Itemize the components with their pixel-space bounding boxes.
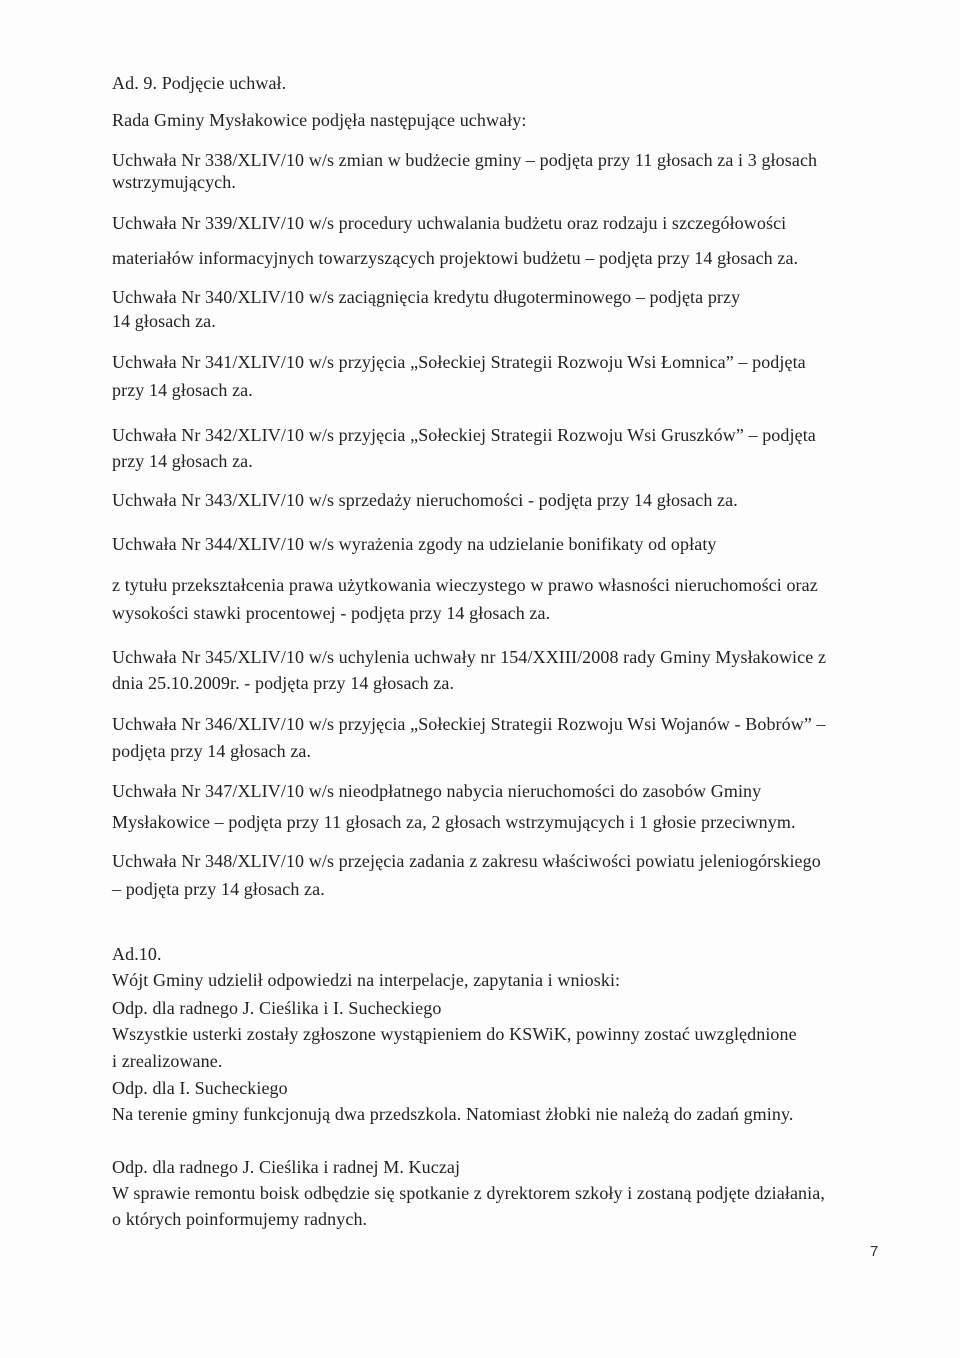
paragraph-line: Uchwała Nr 340/XLIV/10 w/s zaciągnięcia kredytu długoterminowego – podjęta przy [112,287,741,307]
paragraph-line: z tytułu przekształcenia prawa użytkowania wieczystego w prawo własności nieruchomości oraz [112,575,818,595]
paragraph-line: Wszystkie usterki zostały zgłoszone wystąpieniem do KSWiK, powinny zostać uwzględnione [112,1024,797,1044]
paragraph-line: Uchwała Nr 348/XLIV/10 w/s przejęcia zadania z zakresu właściwości powiatu jeleniogórskiego [112,851,821,871]
paragraph-line: i zrealizowane. [112,1051,223,1071]
paragraph-line: Rada Gminy Mysłakowice podjęła następujące uchwały: [112,110,527,130]
paragraph-line: Wójt Gminy udzielił odpowiedzi na interpelacje, zapytania i wnioski: [112,970,621,990]
paragraph-line: Uchwała Nr 347/XLIV/10 w/s nieodpłatnego nabycia nieruchomości do zasobów Gminy [112,781,762,801]
paragraph-line: 14 głosach za. [112,311,216,331]
paragraph-line: Uchwała Nr 338/XLIV/10 w/s zmian w budżecie gminy – podjęta przy 11 głosach za i 3 głosach [112,150,818,170]
paragraph-line: o których poinformujemy radnych. [112,1209,368,1229]
page-number: 7 [870,1243,879,1260]
paragraph-line: Odp. dla radnego J. Cieślika i I. Sucheckiego [112,998,442,1018]
paragraph-line: przy 14 głosach za. [112,380,253,400]
paragraph-line: dnia 25.10.2009r. - podjęta przy 14 głosach za. [112,673,455,693]
paragraph-line: – podjęta przy 14 głosach za. [112,879,325,899]
paragraph-line: Uchwała Nr 345/XLIV/10 w/s uchylenia uchwały nr 154/XXIII/2008 rady Gminy Mysłakowice z [112,647,827,667]
paragraph-line: podjęta przy 14 głosach za. [112,741,312,761]
paragraph-line: Odp. dla I. Sucheckiego [112,1078,288,1098]
paragraph-line: Uchwała Nr 342/XLIV/10 w/s przyjęcia „Sołeckiej Strategii Rozwoju Wsi Gruszków” – podjęta [112,425,816,445]
paragraph-line: Odp. dla radnego J. Cieślika i radnej M. Kuczaj [112,1157,461,1177]
section-heading-ad10: Ad.10. [112,944,162,964]
paragraph-line: W sprawie remontu boisk odbędzie się spotkanie z dyrektorem szkoły i zostaną podjęte działania, [112,1183,825,1203]
paragraph-line: Uchwała Nr 346/XLIV/10 w/s przyjęcia „Sołeckiej Strategii Rozwoju Wsi Wojanów - Bobrów” – [112,714,826,734]
paragraph-line: materiałów informacyjnych towarzyszących projektowi budżetu – podjęta przy 14 głosach za. [112,248,799,268]
paragraph-line: Uchwała Nr 344/XLIV/10 w/s wyrażenia zgody na udzielanie bonifikaty od opłaty [112,534,717,554]
paragraph-line: wysokości stawki procentowej - podjęta przy 14 głosach za. [112,603,551,623]
paragraph-line: Uchwała Nr 341/XLIV/10 w/s przyjęcia „Sołeckiej Strategii Rozwoju Wsi Łomnica” – podjęta [112,352,806,372]
paragraph-line: wstrzymujących. [112,172,236,192]
paragraph-line: przy 14 głosach za. [112,451,253,471]
paragraph-line: Uchwała Nr 339/XLIV/10 w/s procedury uchwalania budżetu oraz rodzaju i szczegółowości [112,213,787,233]
section-heading-ad9: Ad. 9. Podjęcie uchwał. [112,73,287,93]
paragraph-line: Uchwała Nr 343/XLIV/10 w/s sprzedaży nieruchomości - podjęta przy 14 głosach za. [112,490,738,510]
paragraph-line: Na terenie gminy funkcjonują dwa przedszkola. Natomiast żłobki nie należą do zadań gminy. [112,1104,794,1124]
paragraph-line: Mysłakowice – podjęta przy 11 głosach za, 2 głosach wstrzymujących i 1 głosie przeciwnym. [112,812,796,832]
